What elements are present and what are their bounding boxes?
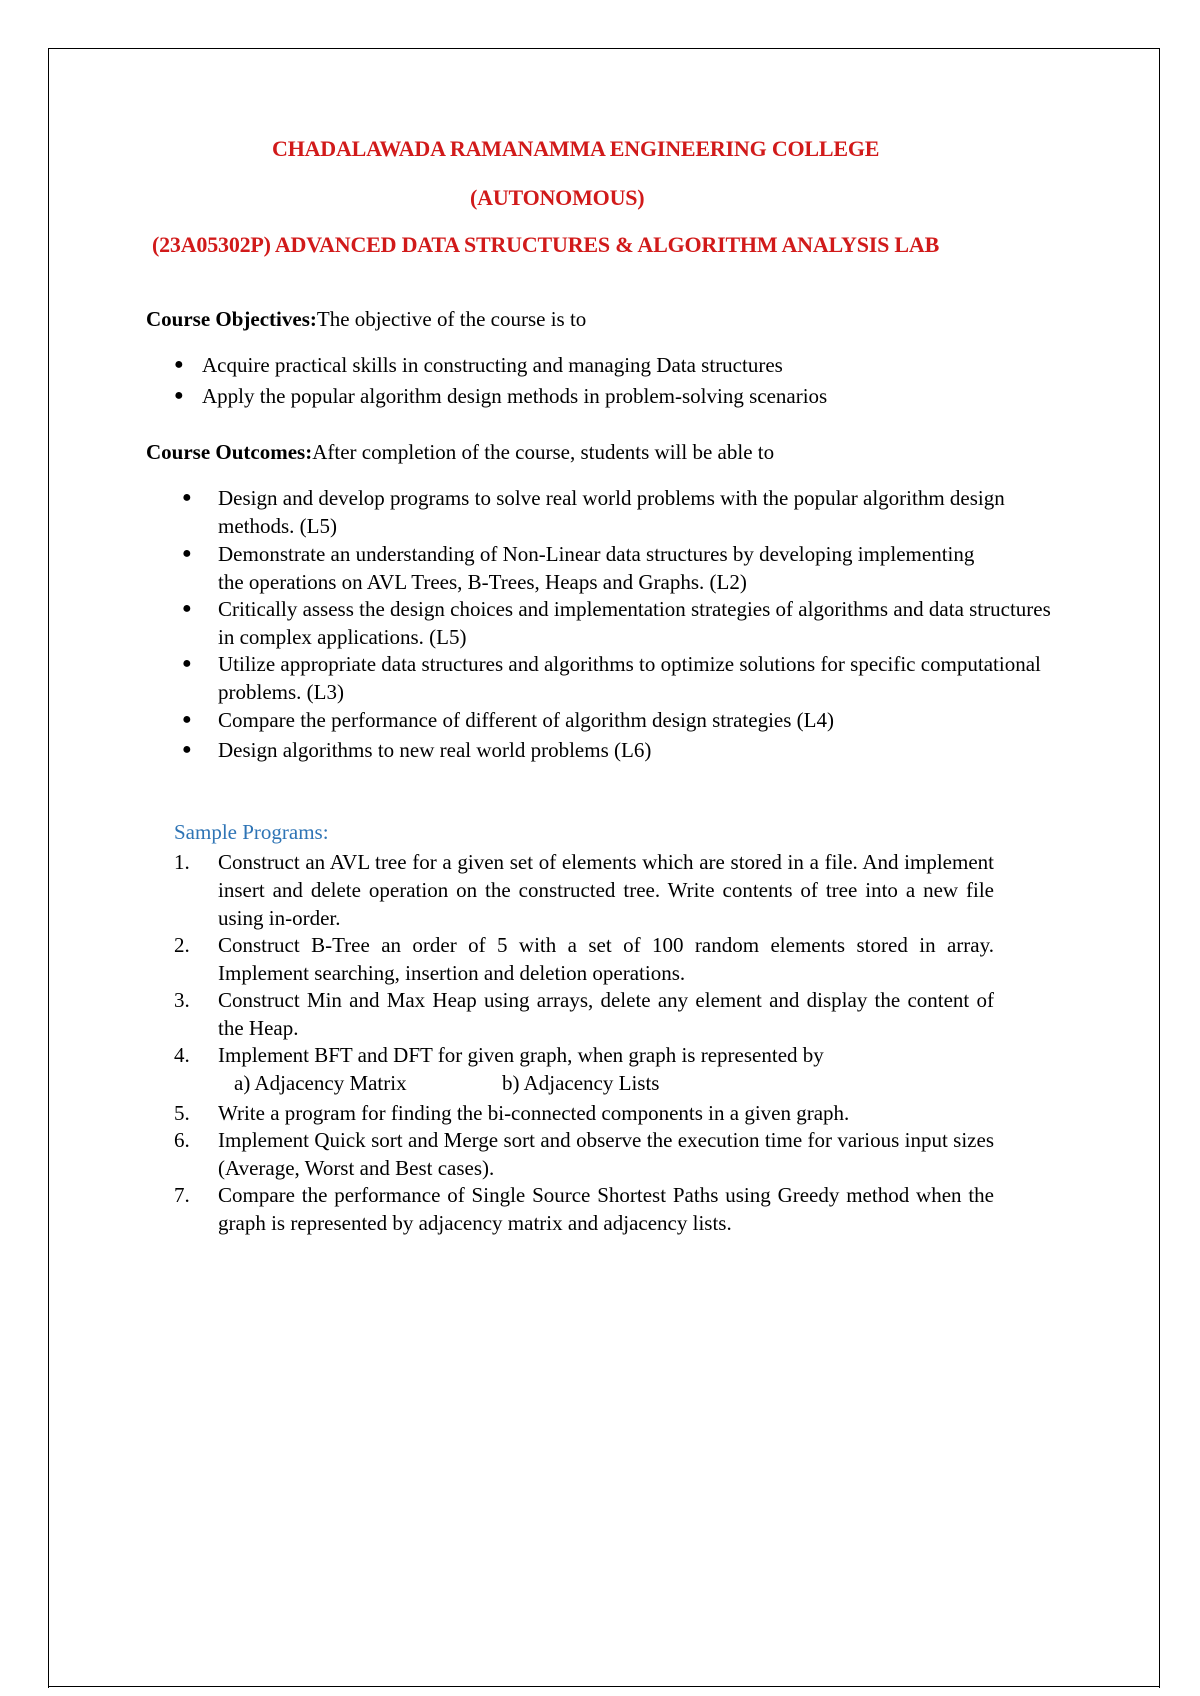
objectives-intro: The objective of the course is to [316, 307, 587, 331]
program-text: Construct an AVL tree for a given set of elements which are stored in a file. And implement insert and delete operation on the constructed tree. Write contents of tree into a new file using in-order. [218, 850, 994, 930]
outcome-text: Demonstrate an understanding of Non-Linear data structures by developing implementing the operations on AVL Trees, B-Trees, Heaps and Graphs. (L2) [218, 542, 975, 594]
course-title: (23A05302P) ADVANCED DATA STRUCTURES & ALGORITHM ANALYSIS LAB [152, 232, 940, 257]
outcome-text: Utilize appropriate data structures and algorithms to optimize solutions for specific computational problems. (L3) [218, 652, 1041, 704]
program-number: 1. [174, 850, 190, 874]
outcomes-intro: After completion of the course, students will be able to [312, 440, 775, 464]
program-text: Write a program for finding the bi-connected components in a given graph. [218, 1101, 850, 1125]
bullet-icon: ● [182, 655, 192, 672]
outcome-item [182, 540, 1062, 596]
program-sub-a: a) Adjacency Matrix [234, 1071, 407, 1095]
program-number: 3. [174, 988, 190, 1012]
program-number: 6. [174, 1128, 190, 1152]
program-text: Construct Min and Max Heap using arrays, delete any element and display the content of the Heap. [218, 988, 994, 1040]
program-item [174, 1099, 1004, 1127]
objective-item [174, 382, 974, 410]
outcome-item [182, 595, 1062, 651]
program-text: Construct B-Tree an order of 5 with a set of 100 random elements stored in array. Implement searching, insertion and deletion operations. [218, 933, 994, 985]
outcomes-heading [146, 438, 774, 466]
sample-programs-title: Sample Programs: [174, 820, 329, 844]
objectives-label: Course Objectives: [146, 307, 317, 331]
outcome-text: Critically assess the design choices and implementation strategies of algorithms and data structures in complex applications. (L5) [218, 597, 1051, 649]
objectives-heading [146, 305, 586, 333]
bullet-icon: ● [182, 711, 192, 728]
program-sub-b: b) Adjacency Lists [502, 1071, 660, 1095]
program-item [174, 1041, 1004, 1097]
program-number: 7. [174, 1183, 190, 1207]
program-item [174, 1181, 1004, 1237]
outcome-text: Design algorithms to new real world problems (L6) [218, 738, 652, 762]
outcome-item [182, 736, 1062, 764]
program-item [174, 986, 1004, 1042]
college-name: CHADALAWADA RAMANAMMA ENGINEERING COLLEGE [272, 136, 880, 161]
objective-text: Acquire practical skills in constructing and managing Data structures [202, 353, 783, 377]
outcome-item [182, 484, 1062, 540]
program-item [174, 931, 1004, 987]
program-text: Implement Quick sort and Merge sort and observe the execution time for various input sizes (Average, Worst and Best cases). [218, 1128, 994, 1180]
program-text: Compare the performance of Single Source Shortest Paths using Greedy method when the graph is represented by adjacency matrix and adjacency lists. [218, 1183, 994, 1235]
outcome-text: Compare the performance of different of algorithm design strategies (L4) [218, 708, 834, 732]
bullet-icon: ● [182, 489, 192, 506]
program-number: 5. [174, 1101, 190, 1125]
program-item [174, 848, 1004, 932]
outcomes-label: Course Outcomes: [146, 440, 313, 464]
program-number: 2. [174, 933, 190, 957]
objective-text: Apply the popular algorithm design methods in problem-solving scenarios [202, 384, 828, 408]
objective-item [174, 351, 974, 379]
program-item [174, 1126, 1004, 1182]
outcome-item [182, 706, 1062, 734]
outcome-text: Design and develop programs to solve real world problems with the popular algorithm design methods. (L5) [218, 486, 1005, 538]
bullet-icon: ● [182, 545, 192, 562]
outcome-item [182, 650, 1062, 706]
program-number: 4. [174, 1043, 190, 1067]
bullet-icon: ● [182, 600, 192, 617]
bullet-icon: ● [174, 356, 184, 373]
page-bottom-line [48, 1686, 1160, 1687]
bullet-icon: ● [182, 741, 192, 758]
program-text: Implement BFT and DFT for given graph, when graph is represented by [218, 1043, 824, 1067]
autonomous-status: (AUTONOMOUS) [470, 185, 645, 210]
bullet-icon: ● [174, 387, 184, 404]
